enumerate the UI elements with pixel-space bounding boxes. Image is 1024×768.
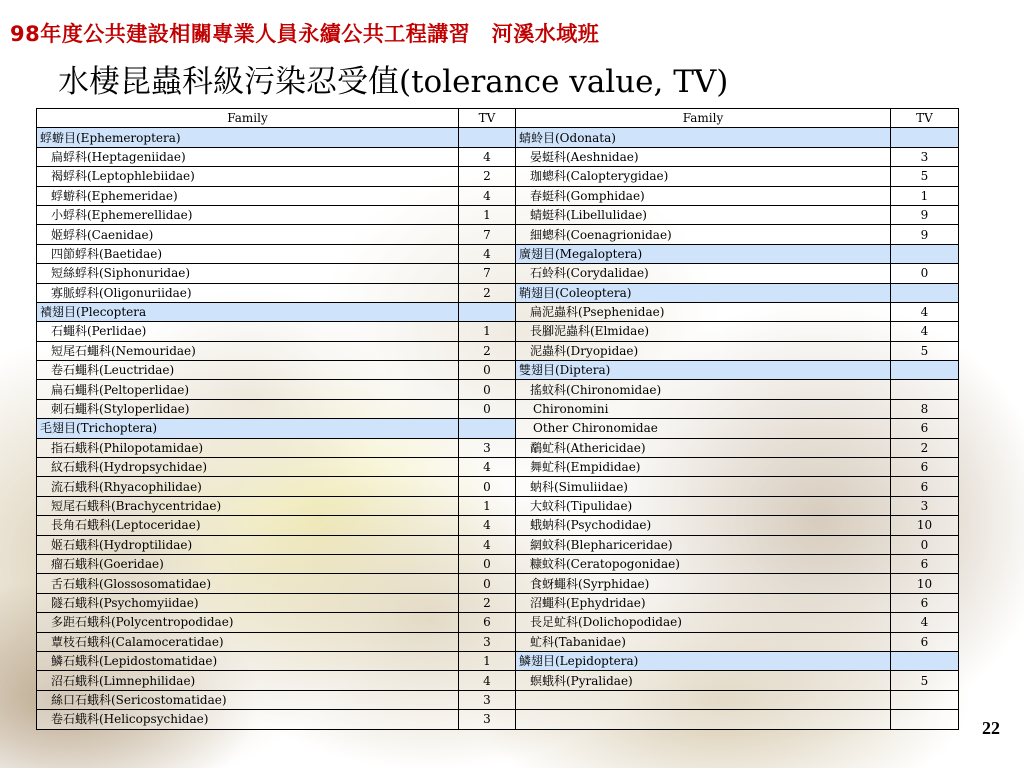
family-name-cell: 石蠅科(Perlidae) [37, 322, 459, 341]
tolerance-value-cell: 4 [459, 244, 516, 263]
tolerance-value-cell: 7 [459, 264, 516, 283]
tolerance-value-cell: 2 [459, 283, 516, 302]
family-name-cell [516, 690, 891, 709]
table-row [37, 419, 959, 438]
column-header-tv-right: TV [891, 109, 959, 128]
table-row [37, 438, 959, 457]
family-name-cell: Other Chironomidae [516, 419, 891, 438]
table-row [37, 458, 959, 477]
tolerance-value-cell [891, 690, 959, 709]
tolerance-value-cell: 3 [459, 632, 516, 651]
table-row [37, 225, 959, 244]
table-row [37, 322, 959, 341]
table-row [37, 244, 959, 263]
family-name-cell: 鱗石蛾科(Lepidostomatidae) [37, 651, 459, 670]
family-name-cell: 搖蚊科(Chironomidae) [516, 380, 891, 399]
tolerance-value-cell [459, 302, 516, 321]
family-name-cell: 蛾蚋科(Psychodidae) [516, 516, 891, 535]
tolerance-value-cell [891, 244, 959, 263]
tolerance-value-cell: 2 [459, 593, 516, 612]
table-header-row [37, 109, 959, 128]
family-name-cell: 扁石蠅科(Peltoperlidae) [37, 380, 459, 399]
family-name-cell: 長腳泥蟲科(Elmidae) [516, 322, 891, 341]
table-row [37, 205, 959, 224]
tolerance-value-cell [891, 128, 959, 147]
table-row [37, 593, 959, 612]
table-row [37, 302, 959, 321]
tolerance-value-cell [459, 419, 516, 438]
tolerance-value-cell [891, 710, 959, 729]
family-name-cell: 姬蜉科(Caenidae) [37, 225, 459, 244]
table-row [37, 554, 959, 573]
column-header-tv-left: TV [459, 109, 516, 128]
tolerance-value-cell: 6 [891, 477, 959, 496]
tolerance-value-cell: 5 [891, 341, 959, 360]
tolerance-value-cell: 0 [459, 574, 516, 593]
table-row [37, 147, 959, 166]
family-name-cell: 多距石蛾科(Polycentropodidae) [37, 613, 459, 632]
family-name-cell: 蜉蝣科(Ephemeridae) [37, 186, 459, 205]
table-row [37, 516, 959, 535]
family-name-cell: 泥蟲科(Dryopidae) [516, 341, 891, 360]
order-name-cell: 蜻蛉目(Odonata) [516, 128, 891, 147]
family-name-cell: 晏蜓科(Aeshnidae) [516, 147, 891, 166]
family-name-cell: 舞虻科(Empididae) [516, 458, 891, 477]
tolerance-value-cell: 3 [459, 438, 516, 457]
family-name-cell: 舌石蛾科(Glossosomatidae) [37, 574, 459, 593]
tolerance-value-cell [891, 651, 959, 670]
tolerance-value-cell: 0 [459, 380, 516, 399]
tolerance-value-cell: 6 [891, 419, 959, 438]
tolerance-value-cell: 9 [891, 225, 959, 244]
table-row [37, 535, 959, 554]
tolerance-value-cell: 3 [891, 496, 959, 515]
order-name-cell: 鞘翅目(Coleoptera) [516, 283, 891, 302]
family-name-cell: 長角石蛾科(Leptoceridae) [37, 516, 459, 535]
tolerance-value-cell: 2 [459, 341, 516, 360]
tolerance-value-cell: 3 [459, 710, 516, 729]
table-row [37, 477, 959, 496]
column-header-family-left: Family [37, 109, 459, 128]
family-name-cell: 沼蠅科(Ephydridae) [516, 593, 891, 612]
family-name-cell: 卷石蠅科(Leuctridae) [37, 361, 459, 380]
family-name-cell: 隧石蛾科(Psychomyiidae) [37, 593, 459, 612]
column-header-family-right: Family [516, 109, 891, 128]
tolerance-value-cell: 6 [459, 613, 516, 632]
tolerance-value-cell: 4 [459, 458, 516, 477]
table-row [37, 651, 959, 670]
family-name-cell: 扁蜉科(Heptageniidae) [37, 147, 459, 166]
family-name-cell: 螟蛾科(Pyralidae) [516, 671, 891, 690]
tolerance-value-table [36, 108, 959, 730]
order-name-cell: 雙翅目(Diptera) [516, 361, 891, 380]
family-name-cell: 珈蟌科(Calopterygidae) [516, 167, 891, 186]
family-name-cell: 紋石蛾科(Hydropsychidae) [37, 458, 459, 477]
tolerance-value-cell: 0 [459, 477, 516, 496]
family-name-cell: 褐蜉科(Leptophlebiidae) [37, 167, 459, 186]
tolerance-value-cell [891, 361, 959, 380]
family-name-cell: 瘤石蛾科(Goeridae) [37, 554, 459, 573]
page-number: 22 [982, 718, 1000, 738]
family-name-cell: 細蟌科(Coenagrionidae) [516, 225, 891, 244]
tolerance-value-cell [459, 128, 516, 147]
order-name-cell: 襀翅目(Plecoptera [37, 302, 459, 321]
family-name-cell: 蕈枝石蛾科(Calamoceratidae) [37, 632, 459, 651]
table-row [37, 632, 959, 651]
family-name-cell: 春蜓科(Gomphidae) [516, 186, 891, 205]
tolerance-value-cell: 5 [891, 167, 959, 186]
tolerance-value-cell: 1 [459, 496, 516, 515]
tolerance-value-cell: 0 [459, 399, 516, 418]
family-name-cell: 寡脈蜉科(Oligonuriidae) [37, 283, 459, 302]
family-name-cell: 指石蛾科(Philopotamidae) [37, 438, 459, 457]
table-row [37, 496, 959, 515]
table-row [37, 264, 959, 283]
family-name-cell: 小蜉科(Ephemerellidae) [37, 205, 459, 224]
family-name-cell: 刺石蠅科(Styloperlidae) [37, 399, 459, 418]
family-name-cell: 虻科(Tabanidae) [516, 632, 891, 651]
tolerance-value-cell: 4 [459, 186, 516, 205]
tolerance-value-cell: 3 [891, 147, 959, 166]
family-name-cell: 食蚜蠅科(Syrphidae) [516, 574, 891, 593]
tolerance-value-cell: 6 [891, 554, 959, 573]
tolerance-value-cell: 2 [459, 167, 516, 186]
tolerance-value-cell: 1 [459, 322, 516, 341]
table-row [37, 613, 959, 632]
tolerance-value-cell: 4 [891, 302, 959, 321]
family-name-cell: 沼石蛾科(Limnephilidae) [37, 671, 459, 690]
table-row [37, 710, 959, 729]
table-row [37, 361, 959, 380]
family-name-cell: 流石蛾科(Rhyacophilidae) [37, 477, 459, 496]
family-name-cell: 短絲蜉科(Siphonuridae) [37, 264, 459, 283]
family-name-cell: 長足虻科(Dolichopodidae) [516, 613, 891, 632]
tolerance-value-cell: 1 [891, 186, 959, 205]
family-name-cell: 大蚊科(Tipulidae) [516, 496, 891, 515]
table-row [37, 690, 959, 709]
family-name-cell: 短尾石蛾科(Brachycentridae) [37, 496, 459, 515]
tolerance-value-cell: 8 [891, 399, 959, 418]
tolerance-value-cell: 6 [891, 458, 959, 477]
table-body [37, 128, 959, 729]
tolerance-value-cell: 6 [891, 632, 959, 651]
tolerance-value-cell: 4 [459, 535, 516, 554]
tolerance-value-cell: 4 [459, 147, 516, 166]
table-row [37, 671, 959, 690]
table-row [37, 574, 959, 593]
family-name-cell [516, 710, 891, 729]
order-name-cell: 廣翅目(Megaloptera) [516, 244, 891, 263]
table-row [37, 128, 959, 147]
family-name-cell: 絲口石蛾科(Sericostomatidae) [37, 690, 459, 709]
slide-title: 水棲昆蟲科級污染忍受值(tolerance value, TV) [58, 64, 729, 100]
order-name-cell: 毛翅目(Trichoptera) [37, 419, 459, 438]
table-row [37, 283, 959, 302]
course-title: 98年度公共建設相關專業人員永續公共工程講習 河溪水域班 [10, 22, 600, 46]
order-name-cell: 鱗翅目(Lepidoptera) [516, 651, 891, 670]
tolerance-value-cell: 7 [459, 225, 516, 244]
tolerance-value-cell [891, 380, 959, 399]
family-name-cell: 糠蚊科(Ceratopogonidae) [516, 554, 891, 573]
family-name-cell: 短尾石蠅科(Nemouridae) [37, 341, 459, 360]
family-name-cell: 網蚊科(Blephariceridae) [516, 535, 891, 554]
family-name-cell: 扁泥蟲科(Psephenidae) [516, 302, 891, 321]
family-name-cell: 四節蜉科(Baetidae) [37, 244, 459, 263]
tolerance-value-cell: 0 [459, 554, 516, 573]
tolerance-value-cell: 1 [459, 205, 516, 224]
table-row [37, 341, 959, 360]
tolerance-value-cell: 10 [891, 516, 959, 535]
tolerance-value-cell: 4 [891, 322, 959, 341]
tolerance-value-cell: 4 [459, 671, 516, 690]
tolerance-value-cell: 3 [459, 690, 516, 709]
tolerance-value-cell: 0 [459, 361, 516, 380]
family-name-cell: 蜻蜓科(Libellulidae) [516, 205, 891, 224]
tolerance-value-cell: 0 [891, 535, 959, 554]
table-row [37, 399, 959, 418]
family-name-cell: 蚋科(Simuliidae) [516, 477, 891, 496]
family-name-cell: 石蛉科(Corydalidae) [516, 264, 891, 283]
tolerance-value-cell: 4 [891, 613, 959, 632]
table-row [37, 380, 959, 399]
order-name-cell: 蜉蝣目(Ephemeroptera) [37, 128, 459, 147]
tolerance-value-cell: 5 [891, 671, 959, 690]
family-name-cell: 卷石蛾科(Helicopsychidae) [37, 710, 459, 729]
tolerance-value-cell: 10 [891, 574, 959, 593]
family-name-cell: 姬石蛾科(Hydroptilidae) [37, 535, 459, 554]
tolerance-value-cell: 6 [891, 593, 959, 612]
tolerance-value-cell: 4 [459, 516, 516, 535]
tolerance-value-cell: 1 [459, 651, 516, 670]
table-row [37, 167, 959, 186]
family-name-cell: 鷸虻科(Athericidae) [516, 438, 891, 457]
tolerance-value-cell: 0 [891, 264, 959, 283]
tolerance-value-cell: 2 [891, 438, 959, 457]
family-name-cell: Chironomini [516, 399, 891, 418]
table-row [37, 186, 959, 205]
tolerance-value-cell [891, 283, 959, 302]
tolerance-value-cell: 9 [891, 205, 959, 224]
